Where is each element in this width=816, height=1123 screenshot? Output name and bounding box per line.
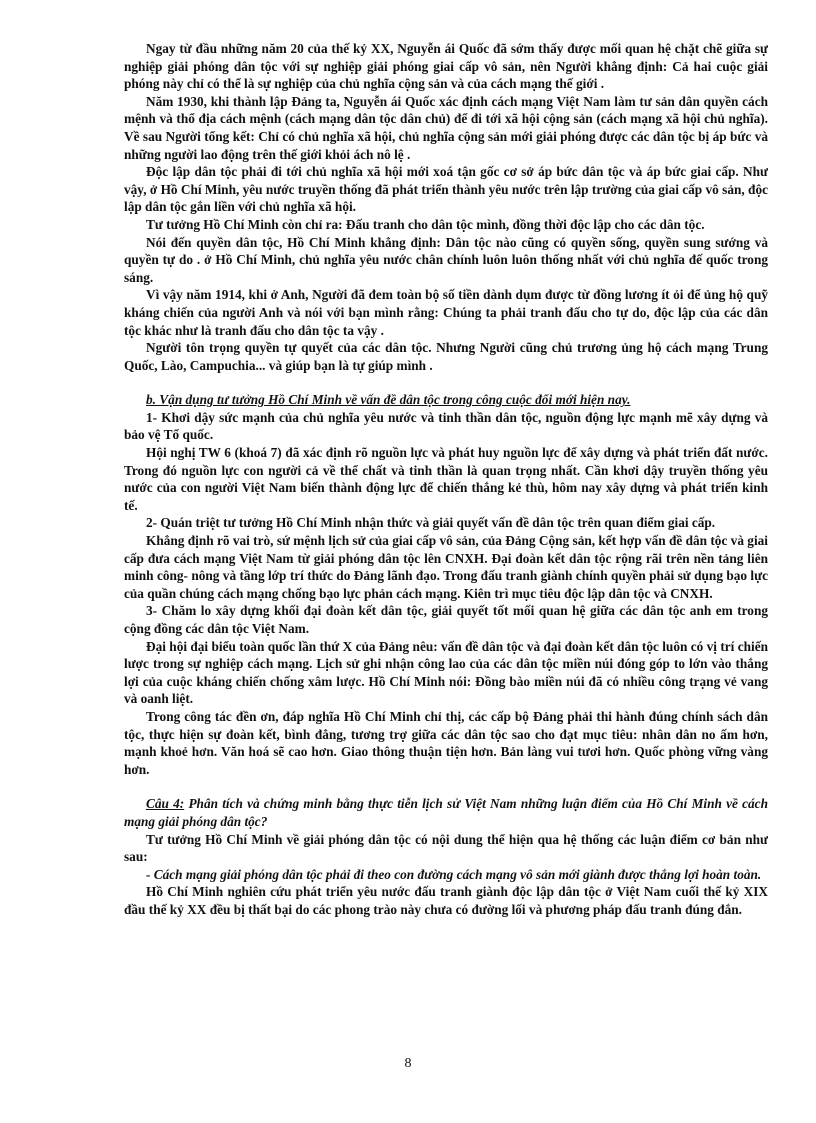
paragraph: Người tôn trọng quyền tự quyết của các dân tộc. Nhưng Người cũng chủ trương ủng hộ cách mạng Trung Quốc, Lào, Campuchia... và giúp bạn là tự giúp mình . — [124, 340, 768, 373]
question-text: Phân tích và chứng minh bằng thực tiễn lịch sử Việt Nam những luận điểm của Hồ Chí Minh về cách mạng giải phóng dân tộc? — [124, 796, 768, 829]
paragraph: 1- Khơi dậy sức mạnh của chủ nghĩa yêu nước và tinh thần dân tộc, nguồn động lực mạnh mẽ xây dựng và bảo vệ Tổ quốc. — [124, 409, 768, 443]
paragraph: Hồ Chí Minh nghiên cứu phát triển yêu nước đấu tranh giành độc lập dân tộc ở Việt Nam cuối thế kỷ XIX đầu thế kỷ XX đều bị thất bại do các phong trào này chưa có đường lối và phương pháp đấu tranh đúng đắn. — [124, 884, 768, 917]
paragraph: Vì vậy năm 1914, khi ở Anh, Người đã đem toàn bộ số tiền dành dụm được từ đồng lương ít ỏi để ủng hộ quỹ kháng chiến của người Anh và nói với bạn mình rằng: Chúng ta phải tranh đấu cho tự do, độc lập của các dân tộc khác như là tranh đấu cho dân tộc ta vậy . — [124, 287, 768, 338]
paragraph: 2- Quán triệt tư tưởng Hồ Chí Minh nhận thức và giải quyết vấn đề dân tộc trên quan điểm giai cấp. — [146, 515, 716, 531]
paragraph: Đại hội đại biểu toàn quốc lần thứ X của Đảng nêu: vấn đề dân tộc và đại đoàn kết dân tộc luôn có vị trí chiến lược trong sự nghiệp cách mạng. Lịch sử ghi nhận công lao của các dân tộc miền núi đóng góp to lớn vào thắng lợi của cuộc kháng chiến chống xâm lược. Hồ Chí Minh nói: Đồng bào miền núi đã có nhiều công trạng vẻ vang và oanh liệt. — [124, 638, 768, 707]
paragraph: Năm 1930, khi thành lập Đảng ta, Nguyễn ái Quốc xác định cách mạng Việt Nam làm tư sản dân quyền cách mệnh và thổ địa cách mệnh (cách mạng dân tộc dân chủ) để đi tới xã hội cộng sản (cách mạng xã hội chủ nghĩa). Về sau Người tổng kết: Chỉ có chủ nghĩa xã hội, chủ nghĩa cộng sản mới giải phóng được các dân tộc bị áp bức và những người lao động trên thế giới khỏi ách nô lệ . — [124, 93, 768, 162]
paragraph: Độc lập dân tộc phải đi tới chủ nghĩa xã hội mới xoá tận gốc cơ sở áp bức dân tộc và áp bức giai cấp. Như vậy, ở Hồ Chí Minh, yêu nước truyền thống đã phát triển thành yêu nước trên lập trường của giai cấp vô sản, độc lập dân tộc gắn liền với chủ nghĩa xã hội. — [124, 164, 768, 215]
document-page — [124, 40, 768, 919]
paragraph: Tư tưởng Hồ Chí Minh về giải phóng dân tộc có nội dung thể hiện qua hệ thống các luận điểm cơ bản như sau: — [124, 831, 768, 865]
paragraph: Tư tưởng Hồ Chí Minh còn chỉ ra: Đấu tranh cho dân tộc mình, đồng thời độc lập cho các dân tộc. — [146, 216, 705, 232]
paragraph: Khẳng định rõ vai trò, sứ mệnh lịch sử của giai cấp vô sản, của Đảng Cộng sản, kết hợp vấn đề dân tộc và giai cấp đưa cách mạng Việt Nam từ giải phóng dân tộc lên CNXH. Đại đoàn kết dân tộc rộng rãi trên nền tảng liên minh công- nông và tầng lớp trí thức do Đảng lãnh đạo. Trong đấu tranh giành chính quyền phải sử dụng bạo lực của quần chúng cách mạng chống bạo lực phản cách mạng. Kiên trì mục tiêu độc lập dân tộc và CNXH. — [124, 533, 768, 601]
question-heading — [124, 795, 768, 830]
paragraph: Nói đến quyền dân tộc, Hồ Chí Minh khẳng định: Dân tộc nào cũng có quyền sống, quyền sung sướng và quyền tự do . ở Hồ Chí Minh, chủ nghĩa yêu nước chân chính luôn luôn thống nhất với chủ nghĩa đế quốc trong sáng. — [124, 234, 768, 285]
section-heading: b. Vận dụng tư tưởng Hồ Chí Minh về vấn đề dân tộc trong công cuộc đổi mới hiện nay. — [146, 392, 631, 408]
key-point: - Cách mạng giải phóng dân tộc phải đi theo con đường cách mạng vô sản mới giành được thắng lợi hoàn toàn. — [146, 866, 762, 882]
paragraph: 3- Chăm lo xây dựng khối đại đoàn kết dân tộc, giải quyết tốt mối quan hệ giữa các dân tộc anh em trong cộng đồng các dân tộc Việt Nam. — [124, 603, 768, 636]
question-label: Câu 4: — [146, 796, 185, 812]
paragraph: Ngay từ đầu những năm 20 của thế kỷ XX, Nguyễn ái Quốc đã sớm thấy được mối quan hệ chặt chẽ giữa sự nghiệp giải phóng dân tộc với sự nghiệp giải phóng giai cấp vô sản, nên Người khẳng định: Cả hai cuộc giải phóng này chỉ có thể là sự nghiệp của chủ nghĩa cộng sản và của cách mạng thế giới . — [124, 41, 768, 92]
paragraph: Hội nghị TW 6 (khoá 7) đã xác định rõ nguồn lực và phát huy nguồn lực để xây dựng và phát triển đất nước. Trong đó nguồn lực con người cả về thể chất và tinh thần là quan trọng nhất. Cần khơi dậy truyền thống yêu nước của con người Việt Nam biến thành động lực để chiến thắng kẻ thù, hôm nay xây dựng và phát triển kinh tế. — [124, 445, 768, 513]
page-number: 8 — [404, 1056, 412, 1071]
paragraph: Trong công tác đền ơn, đáp nghĩa Hồ Chí Minh chỉ thị, các cấp bộ Đảng phải thi hành đúng chính sách dân tộc, thực hiện sự đoàn kết, bình đẳng, tương trợ giữa các dân tộc sao cho đạt mục tiêu: nhân dân no ấm hơn, mạnh khoẻ hơn. Văn hoá sẽ cao hơn. Giao thông thuận tiện hơn. Bản làng vui tươi hơn. Quốc phòng vững vàng hơn. — [124, 708, 768, 777]
